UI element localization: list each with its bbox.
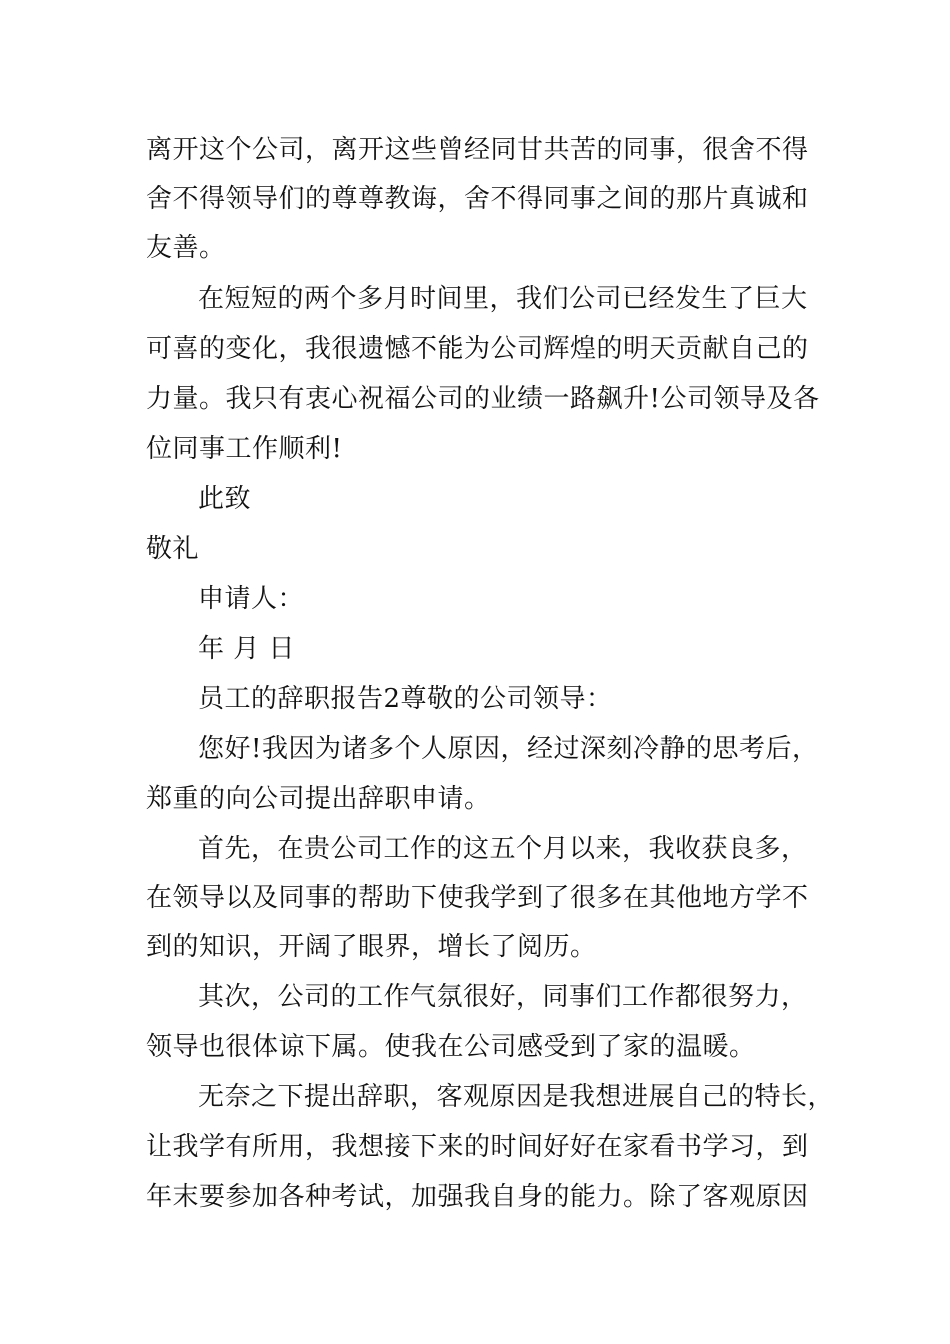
paragraph-line: 领导也很体谅下属。使我在公司感受到了家的温暖。 — [146, 1032, 756, 1062]
paragraph-line: 让我学有所用，我想接下来的时间好好在家看书学习，到 — [146, 1132, 809, 1162]
paragraph-line: 可喜的变化，我很遗憾不能为公司辉煌的明天贡献自己的 — [146, 334, 809, 364]
paragraph-line: 年末要参加各种考试，加强我自身的能力。除了客观原因 — [146, 1182, 809, 1212]
paragraph-line: 到的知识，开阔了眼界，增长了阅历。 — [146, 932, 597, 962]
paragraph-line: 在领导以及同事的帮助下使我学到了很多在其他地方学不 — [146, 883, 809, 913]
paragraph-line: 您好!我因为诸多个人原因，经过深刻冷静的思考后， — [198, 734, 819, 764]
paragraph-line: 无奈之下提出辞职，客观原因是我想进展自己的特长， — [198, 1082, 835, 1112]
report-heading: 员工的辞职报告2尊敬的公司领导： — [198, 684, 613, 714]
paragraph-line: 舍不得领导们的尊尊教诲，舍不得同事之间的那片真诚和 — [146, 184, 809, 214]
applicant-line: 申请人： — [198, 584, 305, 614]
paragraph-line: 离开这个公司，离开这些曾经同甘共苦的同事，很舍不得 — [146, 135, 809, 165]
paragraph-line: 友善。 — [146, 233, 226, 263]
paragraph-line: 其次，公司的工作气氛很好，同事们工作都很努力， — [198, 982, 808, 1012]
salutation-line: 敬礼 — [146, 534, 200, 564]
paragraph-line: 力量。我只有衷心祝福公司的业绩一路飙升!公司领导及各 — [146, 384, 820, 414]
paragraph-line: 位同事工作顺利! — [146, 434, 343, 464]
date-line: 年 月 日 — [198, 634, 296, 664]
paragraph-line: 在短短的两个多月时间里，我们公司已经发生了巨大 — [198, 284, 808, 314]
paragraph-line: 郑重的向公司提出辞职申请。 — [146, 784, 491, 814]
paragraph-line: 首先，在贵公司工作的这五个月以来，我收获良多， — [198, 834, 808, 864]
closing-line: 此致 — [198, 484, 252, 514]
